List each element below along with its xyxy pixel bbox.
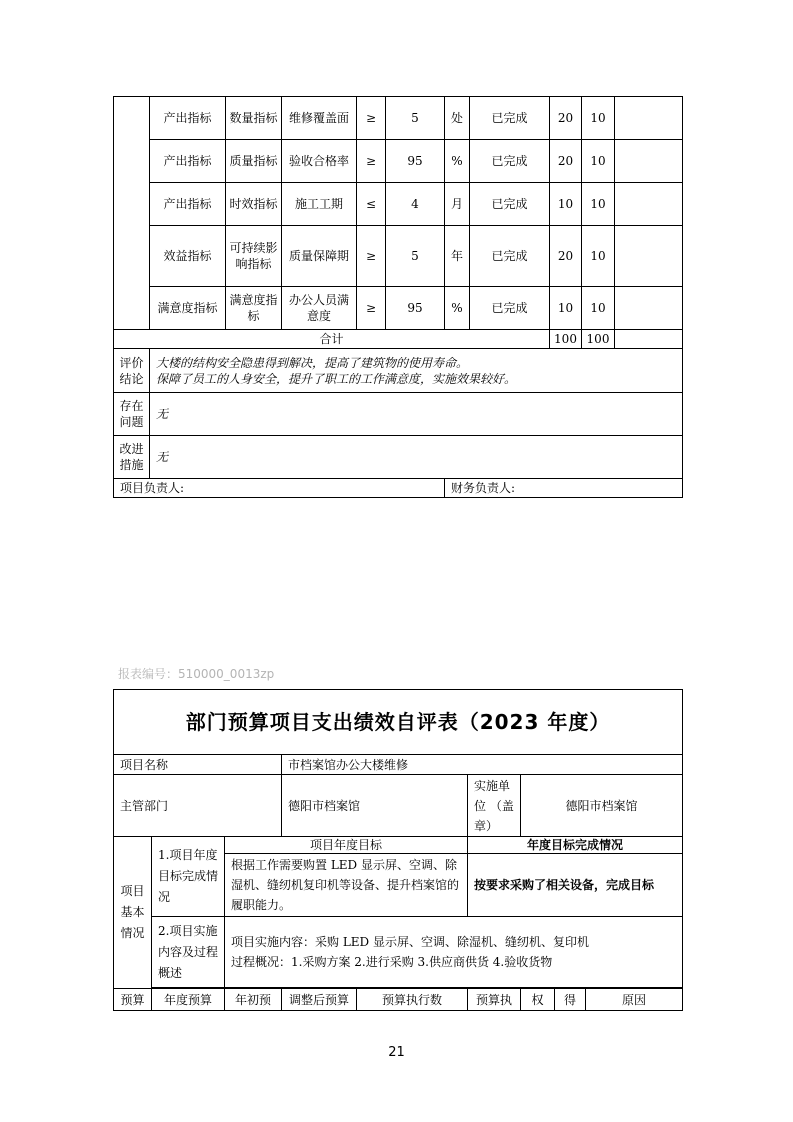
level2-cell: 时效指标 xyxy=(226,183,282,226)
actual-cell: 已完成 xyxy=(470,140,550,183)
level2-cell: 可持续影响指标 xyxy=(226,226,282,287)
report-number: 报表编号：510000_0013zp xyxy=(118,667,275,681)
target-cell: 5 xyxy=(386,97,445,140)
eval-conclusion xyxy=(150,349,683,393)
eval-line-2: 保障了员工的人身安全，提升了职工的工作满意度，实施效果较好。 xyxy=(156,371,517,386)
operator-cell: ≤ xyxy=(357,183,386,226)
weight-cell: 20 xyxy=(550,226,582,287)
actual-cell: 已完成 xyxy=(470,287,550,330)
budget-header-3: 调整后预算 xyxy=(282,989,357,1011)
basic-info-label: 项目基本情况 xyxy=(114,837,152,989)
target-cell: 5 xyxy=(386,226,445,287)
remark-cell xyxy=(615,183,683,226)
project-name-value: 市档案馆办公大楼维修 xyxy=(282,755,683,775)
level2-cell: 质量指标 xyxy=(226,140,282,183)
remark-cell xyxy=(615,140,683,183)
score-cell: 10 xyxy=(582,287,615,330)
remark-cell xyxy=(615,97,683,140)
goal-header: 项目年度目标 xyxy=(225,837,468,854)
score-cell: 10 xyxy=(582,97,615,140)
self-evaluation-table xyxy=(113,689,683,1011)
finance-lead-label: 财务负责人: xyxy=(445,479,683,498)
section2-label: 2.项目实施内容及过程概述 xyxy=(152,917,225,988)
content-line-2: 过程概况：1.采购方案 2.进行采购 3.供应商供货 4.验收货物 xyxy=(231,955,553,969)
budget-header-4: 预算执行数 xyxy=(357,989,468,1011)
level1-cell: 产出指标 xyxy=(150,140,226,183)
section1-label: 1.项目年度目标完成情况 xyxy=(152,837,225,917)
level1-cell: 效益指标 xyxy=(150,226,226,287)
performance-indicator-table xyxy=(113,96,683,498)
level1-cell: 产出指标 xyxy=(150,183,226,226)
done-text: 按要求采购了相关设备，完成目标 xyxy=(468,854,683,917)
budget-header-1: 年度预算 xyxy=(152,989,225,1011)
implementation-content xyxy=(225,917,683,988)
budget-header-6: 权 xyxy=(521,989,555,1011)
actual-cell: 已完成 xyxy=(470,226,550,287)
dept-label: 主管部门 xyxy=(114,775,282,837)
unit-cell: % xyxy=(445,140,470,183)
remark-cell xyxy=(615,287,683,330)
weight-cell: 10 xyxy=(550,287,582,330)
budget-header-0: 预算 xyxy=(114,989,152,1011)
eval-label: 评价结论 xyxy=(114,349,150,393)
impl-label-line2: 位 （盖 xyxy=(474,798,514,813)
unit-cell: 年 xyxy=(445,226,470,287)
level2-cell: 数量指标 xyxy=(226,97,282,140)
weight-cell: 10 xyxy=(550,183,582,226)
score-cell: 10 xyxy=(582,183,615,226)
impl-unit-value: 德阳市档案馆 xyxy=(521,775,683,837)
project-name-label: 项目名称 xyxy=(114,755,282,775)
budget-header-2: 年初预 xyxy=(225,989,282,1011)
remark-cell xyxy=(615,226,683,287)
target-cell: 4 xyxy=(386,183,445,226)
improve-label: 改进措施 xyxy=(114,436,150,479)
operator-cell: ≥ xyxy=(357,140,386,183)
improve-value: 无 xyxy=(150,436,683,479)
actual-cell: 已完成 xyxy=(470,183,550,226)
project-lead-label: 项目负责人: xyxy=(114,479,445,498)
total-label: 合计 xyxy=(114,330,550,349)
unit-cell: % xyxy=(445,287,470,330)
unit-cell: 月 xyxy=(445,183,470,226)
level1-cell: 产出指标 xyxy=(150,97,226,140)
indicator-cell: 办公人员满意度 xyxy=(282,287,357,330)
total-remark xyxy=(615,330,683,349)
indicator-cell: 质量保障期 xyxy=(282,226,357,287)
indicator-cell: 验收合格率 xyxy=(282,140,357,183)
unit-cell: 处 xyxy=(445,97,470,140)
target-cell: 95 xyxy=(386,287,445,330)
operator-cell: ≥ xyxy=(357,226,386,287)
goal-text: 根据工作需要购置 LED 显示屏、空调、除湿机、缝纫机复印机等设备、提升档案馆的履职能力。 xyxy=(225,854,468,917)
issues-value: 无 xyxy=(150,393,683,436)
weight-cell: 20 xyxy=(550,97,582,140)
form-title: 部门预算项目支出绩效自评表（2023 年度） xyxy=(114,690,683,755)
content-line-1: 项目实施内容：采购 LED 显示屏、空调、除湿机、缝纫机、复印机 xyxy=(231,935,589,949)
total-weight: 100 xyxy=(550,330,582,349)
page-number: 21 xyxy=(388,1045,405,1060)
indicator-cell: 施工工期 xyxy=(282,183,357,226)
dept-value: 德阳市档案馆 xyxy=(282,775,468,837)
impl-label-line3: 章） xyxy=(474,818,499,833)
impl-label-line1: 实施单 xyxy=(474,778,511,793)
issues-label: 存在问题 xyxy=(114,393,150,436)
actual-cell: 已完成 xyxy=(470,97,550,140)
total-score: 100 xyxy=(582,330,615,349)
level2-cell: 满意度指标 xyxy=(226,287,282,330)
budget-header-8: 原因 xyxy=(586,989,683,1011)
budget-header-7: 得 xyxy=(555,989,586,1011)
eval-line-1: 大楼的结构安全隐患得到解决，提高了建筑物的使用寿命。 xyxy=(156,355,469,370)
target-cell: 95 xyxy=(386,140,445,183)
score-cell: 10 xyxy=(582,140,615,183)
operator-cell: ≥ xyxy=(357,97,386,140)
impl-unit-label xyxy=(468,775,521,837)
score-cell: 10 xyxy=(582,226,615,287)
blank-side-cell xyxy=(114,97,150,330)
done-header: 年度目标完成情况 xyxy=(468,837,683,854)
weight-cell: 20 xyxy=(550,140,582,183)
operator-cell: ≥ xyxy=(357,287,386,330)
budget-header-5: 预算执 xyxy=(468,989,521,1011)
indicator-cell: 维修覆盖面 xyxy=(282,97,357,140)
level1-cell: 满意度指标 xyxy=(150,287,226,330)
